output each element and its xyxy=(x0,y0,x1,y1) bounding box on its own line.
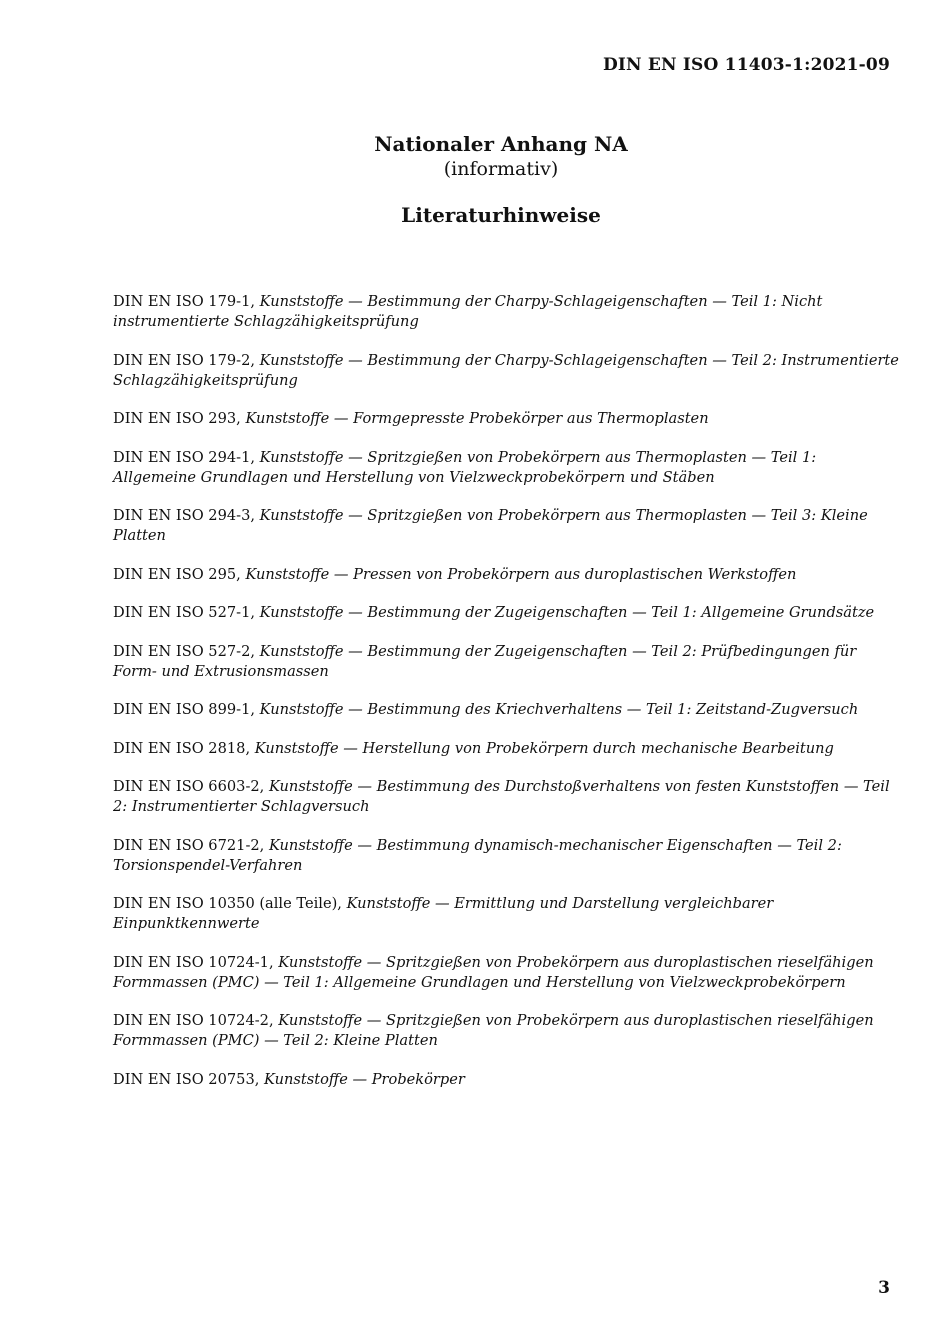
reference-title: Kunststoffe — Herstellung von Probekörpern durch mechanische Bearbeitung xyxy=(254,739,834,757)
reference-item xyxy=(113,700,903,720)
reference-item xyxy=(113,777,903,817)
reference-title: Kunststoffe — Bestimmung der Charpy-Schlageigenschaften — Teil 1: Nicht instrumentierte Schlagzähigkeitsprüfung xyxy=(113,293,823,330)
reference-title: Kunststoffe — Bestimmung der Zugeigenschaften — Teil 2: Prüfbedingungen für Form- und Extrusionsmassen xyxy=(113,642,857,680)
reference-title: Kunststoffe — Probekörper xyxy=(264,1070,465,1088)
reference-title: Kunststoffe — Spritzgießen von Probekörpern aus Thermoplasten — Teil 1: Allgemeine Grundlagen und Herstellung von Vielzweckprobekörpern und Stäben xyxy=(113,448,817,486)
reference-code: DIN EN ISO 6721-2, xyxy=(113,836,265,854)
reference-item xyxy=(113,603,903,623)
reference-title: Kunststoffe — Pressen von Probekörpern aus duroplastischen Werkstoffen xyxy=(245,565,797,583)
reference-title: Kunststoffe — Spritzgießen von Probekörpern aus duroplastischen rieselfähigen Formmassen (PMC) — Teil 1: Allgemeine Grundlagen und Herstellung von Vielzweckprobekörpern xyxy=(113,953,874,991)
reference-code: DIN EN ISO 10724-1, xyxy=(113,953,274,971)
reference-item xyxy=(113,351,903,391)
reference-title: Kunststoffe — Bestimmung der Zugeigenschaften — Teil 1: Allgemeine Grundsätze xyxy=(259,604,875,621)
reference-title: Kunststoffe — Bestimmung dynamisch-mechanischer Eigenschaften — Teil 2: Torsionspendel-Verfahren xyxy=(113,836,842,874)
reference-code: DIN EN ISO 294-1, xyxy=(113,448,256,466)
section-title: Literaturhinweise xyxy=(401,203,601,227)
reference-title: Kunststoffe — Bestimmung des Durchstoßverhaltens von festen Kunststoffen — Teil 2: Instrumentierter Schlagversuch xyxy=(113,778,890,815)
annex-heading xyxy=(0,131,950,228)
reference-code: DIN EN ISO 293, xyxy=(113,410,241,427)
reference-code: DIN EN ISO 10350 (alle Teile), xyxy=(113,895,342,912)
reference-code: DIN EN ISO 527-1, xyxy=(113,604,256,621)
reference-item xyxy=(113,448,903,488)
reference-title: Kunststoffe — Ermittlung und Darstellung vergleichbarer Einpunktkennwerte xyxy=(113,895,774,932)
reference-item xyxy=(113,1070,903,1090)
reference-code: DIN EN ISO 10724-2, xyxy=(113,1012,274,1029)
reference-item xyxy=(113,894,903,934)
reference-code: DIN EN ISO 2818, xyxy=(113,739,251,757)
reference-code: DIN EN ISO 20753, xyxy=(113,1070,260,1088)
annex-subtitle: (informativ) xyxy=(443,158,559,180)
reference-title: Kunststoffe — Formgepresste Probekörper aus Thermoplasten xyxy=(245,410,709,427)
reference-title: Kunststoffe — Bestimmung der Charpy-Schlageigenschaften — Teil 2: Instrumentierte Schlagzähigkeitsprüfung xyxy=(113,351,899,389)
reference-list xyxy=(113,292,903,1108)
reference-title: Kunststoffe — Bestimmung des Kriechverhaltens — Teil 1: Zeitstand-Zugversuch xyxy=(259,701,859,718)
reference-code: DIN EN ISO 179-1, xyxy=(113,293,256,310)
reference-item xyxy=(113,642,903,682)
reference-item xyxy=(113,739,903,759)
reference-item xyxy=(113,409,903,429)
reference-item xyxy=(113,292,903,332)
document-id: DIN EN ISO 11403-1:2021-09 xyxy=(602,55,890,75)
reference-code: DIN EN ISO 295, xyxy=(113,565,241,583)
reference-item xyxy=(113,565,903,585)
reference-item xyxy=(113,506,903,546)
reference-code: DIN EN ISO 899-1, xyxy=(113,701,256,718)
reference-code: DIN EN ISO 294-3, xyxy=(113,507,256,524)
reference-title: Kunststoffe — Spritzgießen von Probekörpern aus Thermoplasten — Teil 3: Kleine Platten xyxy=(113,507,868,544)
reference-code: DIN EN ISO 179-2, xyxy=(113,351,256,369)
reference-title: Kunststoffe — Spritzgießen von Probekörpern aus duroplastischen rieselfähigen Formmassen (PMC) — Teil 2: Kleine Platten xyxy=(113,1012,874,1049)
page-number: 3 xyxy=(878,1278,890,1298)
annex-title: Nationaler Anhang NA xyxy=(374,132,628,156)
reference-item xyxy=(113,1011,903,1051)
reference-item xyxy=(113,953,903,993)
reference-item xyxy=(113,836,903,876)
reference-code: DIN EN ISO 527-2, xyxy=(113,642,256,660)
reference-code: DIN EN ISO 6603-2, xyxy=(113,778,265,795)
